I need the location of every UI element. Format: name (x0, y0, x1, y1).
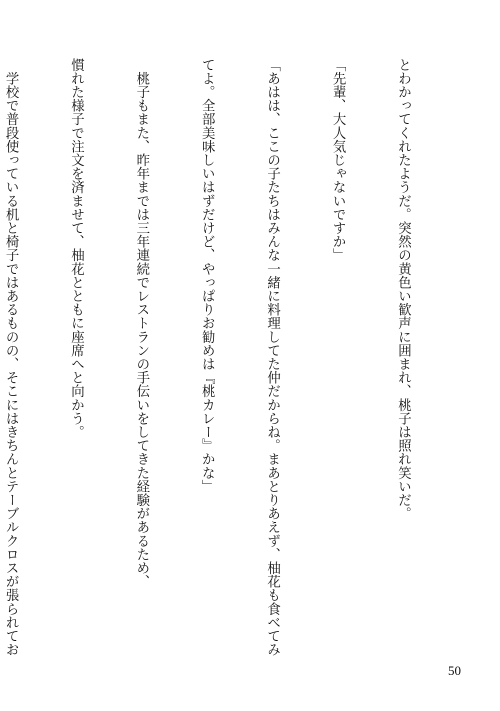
text-line: とわかってくれたようだ。突然の黄色い歓声に囲まれ、桃子は照れ笑いだ。 (395, 58, 411, 521)
text-line: てよ。全部美味しいはずだけど、やっぱりお勧めは『桃カレー』かな」 (199, 58, 215, 494)
text-line: 「先輩、大人気じゃないですか」 (330, 58, 346, 262)
page-number: 50 (448, 663, 461, 678)
text-line: 桃子もまた、昨年までは三年連続でレストランの手伝いをしてきた経験があるため、 (133, 58, 149, 589)
vertical-text-body (0, 58, 457, 657)
text-line: 「あはは、ここの子たちはみんな一緒に料理してた仲だからね。まあとりあえず、柚花も食べてみ (264, 58, 280, 657)
text-line: 慣れた様子で注文を済ませて、柚花とともに座席へと向かう。 (68, 58, 84, 439)
text-line: 学校で普段使っている机と椅子ではあるものの、そこにはきちんとテーブルクロスが張られてお (3, 58, 19, 657)
